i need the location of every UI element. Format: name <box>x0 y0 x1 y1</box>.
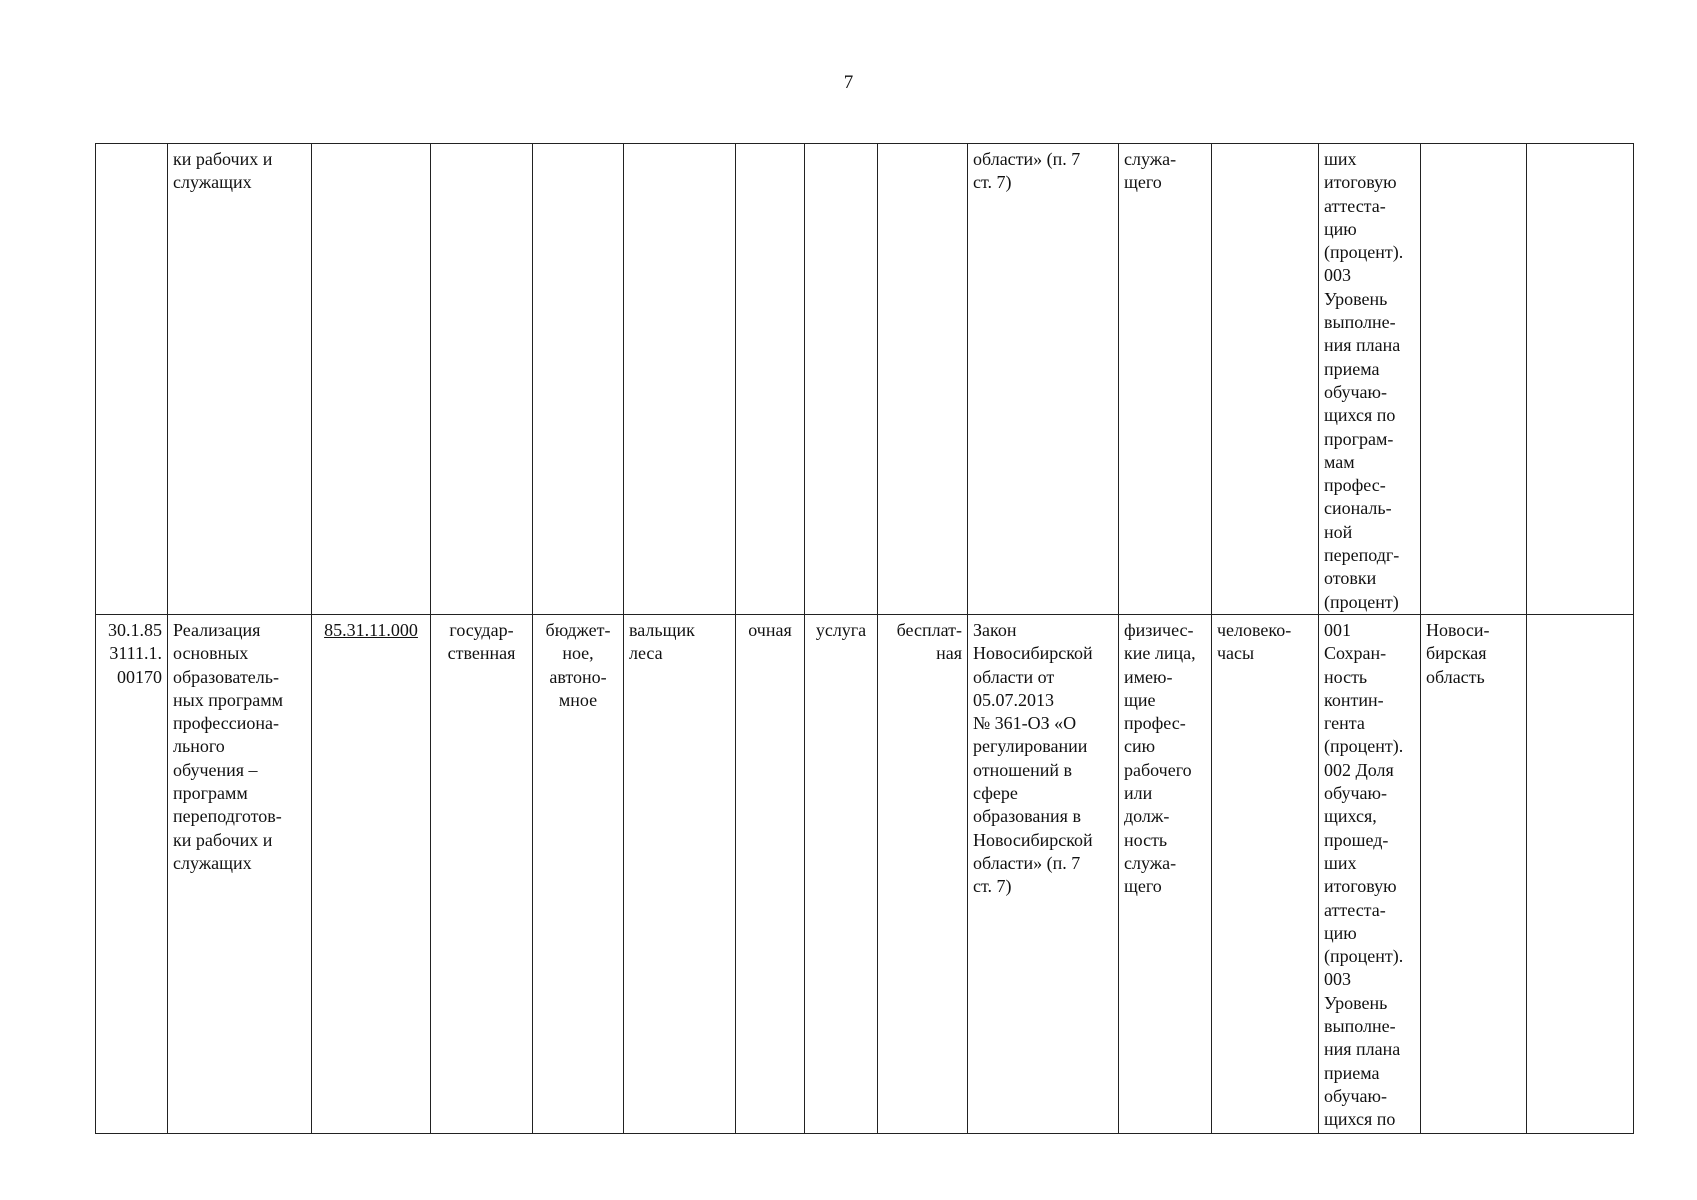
cell-legal-basis: Закон Новосибирской области от 05.07.2013 № 361-ОЗ «О регулировании отношений в сфере образования в Новосибирской области» (п. 7 ст. 7) <box>968 614 1119 1133</box>
cell-profession: вальщик леса <box>624 614 736 1133</box>
cell-notes <box>1527 614 1634 1133</box>
cell-institution-type: государ- ственная <box>431 614 533 1133</box>
cell-institution-type <box>431 144 533 615</box>
cell-service-name: Реализация основных образователь- ных программ профессиона- льного обучения – программ переподготов- ки рабочих и служащих <box>168 614 312 1133</box>
cell-profession <box>624 144 736 615</box>
cell-okved-code <box>312 144 431 615</box>
cell-okved-code <box>312 614 431 1133</box>
cell-service-name: ки рабочих и служащих <box>168 144 312 615</box>
registry-table <box>95 143 1634 1134</box>
cell-study-form: очная <box>736 614 805 1133</box>
cell-payment <box>878 144 968 615</box>
cell-payment: бесплат- ная <box>878 614 968 1133</box>
cell-notes <box>1527 144 1634 615</box>
cell-recipients: физичес- кие лица, имею- щие профес- сию рабочего или долж- ность служа- щего <box>1119 614 1212 1133</box>
cell-volume-unit <box>1212 144 1319 615</box>
cell-study-form <box>736 144 805 615</box>
cell-quality-indicators: ших итоговую аттеста- цию (процент). 003 Уровень выполне- ния плана приема обучаю- щихся по програм- мам профес- сиональ- ной переподг- отовки (процент) <box>1319 144 1421 615</box>
cell-territory: Новоси- бирская область <box>1421 614 1527 1133</box>
cell-institution-kind: бюджет- ное, автоно- мное <box>533 614 624 1133</box>
cell-service-type: услуга <box>805 614 878 1133</box>
table-row-service <box>96 614 1634 1133</box>
cell-territory <box>1421 144 1527 615</box>
cell-recipients: служа- щего <box>1119 144 1212 615</box>
cell-legal-basis: области» (п. 7 ст. 7) <box>968 144 1119 615</box>
cell-institution-kind <box>533 144 624 615</box>
okved-code-link[interactable]: 85.31.11.000 <box>324 619 418 640</box>
cell-service-type <box>805 144 878 615</box>
table-row-continued <box>96 144 1634 615</box>
cell-registry-number <box>96 144 168 615</box>
cell-volume-unit: человеко- часы <box>1212 614 1319 1133</box>
cell-quality-indicators: 001 Сохран- ность контин- гента (процент). 002 Доля обучаю- щихся, прошед- ших итоговую аттеста- цию (процент). 003 Уровень выполне- ния плана приема обучаю- щихся по <box>1319 614 1421 1133</box>
cell-registry-number: 30.1.85 3111.1. 00170 <box>96 614 168 1133</box>
page-number: 7 <box>843 72 854 93</box>
